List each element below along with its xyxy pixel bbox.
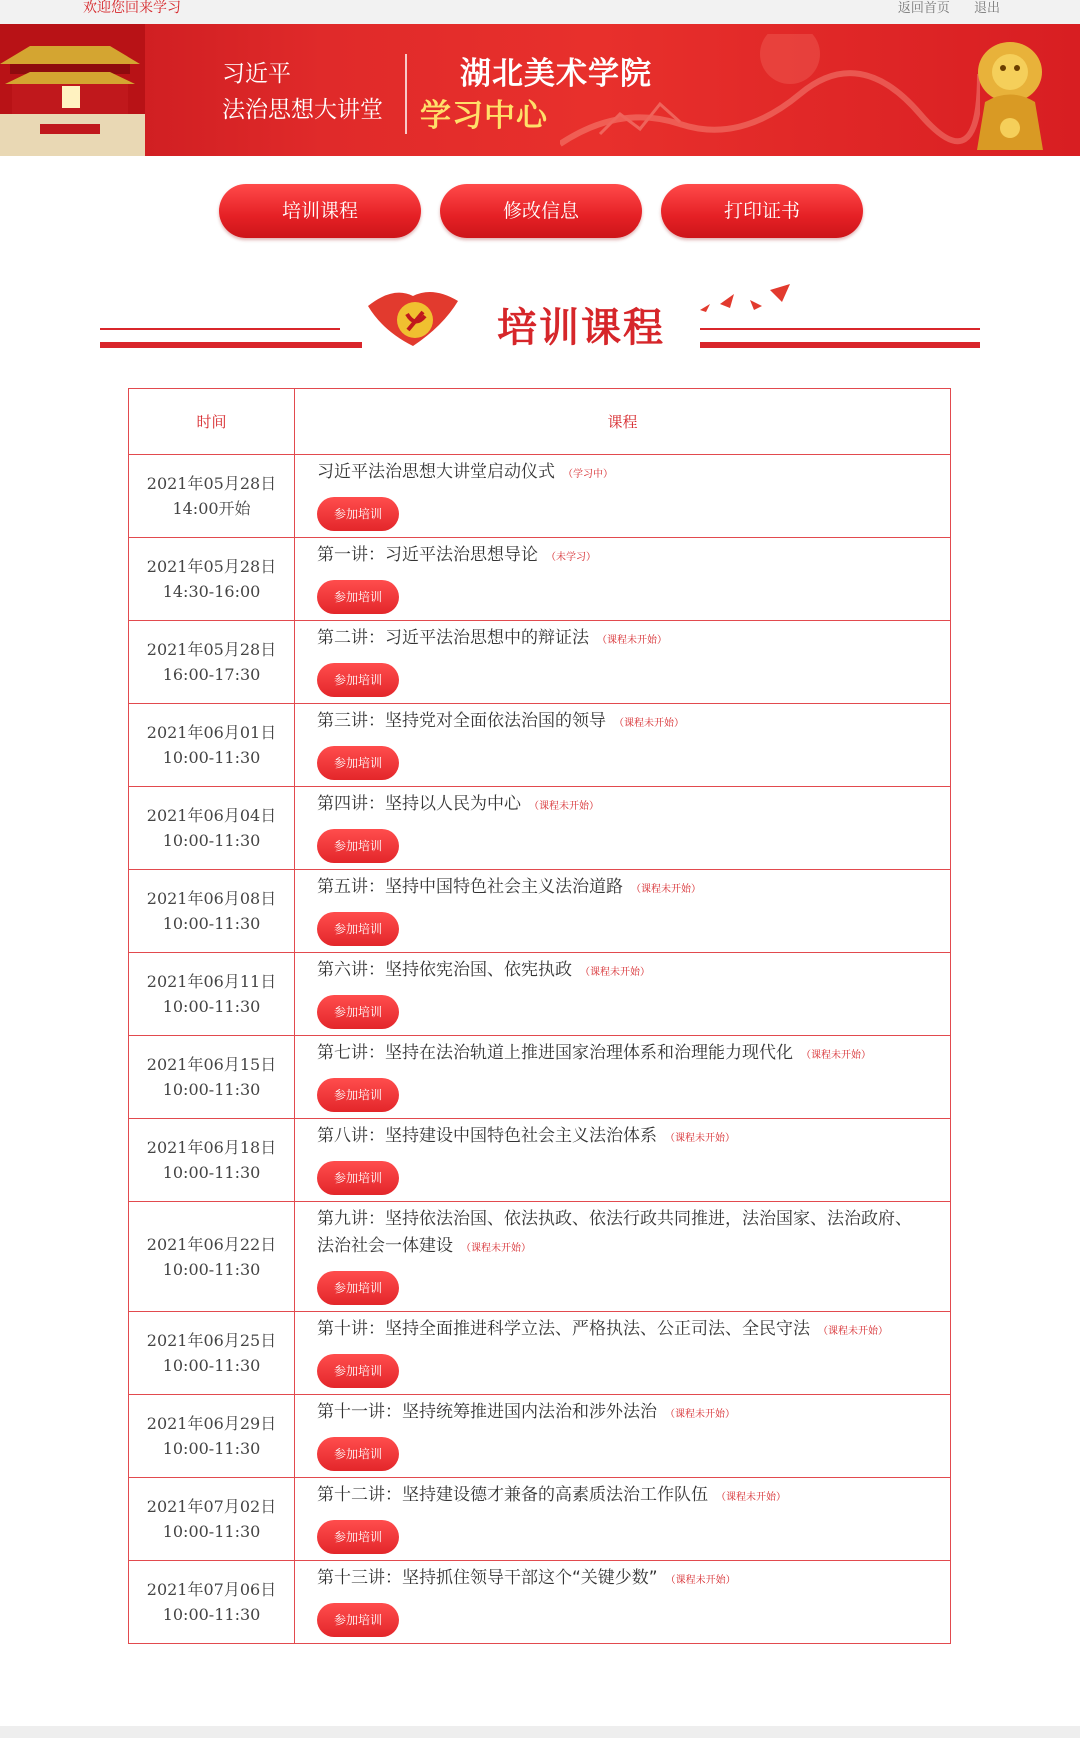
course-title: 第六讲：坚持依宪治国、依宪执政 [317,960,572,980]
join-training-button[interactable]: 参加培训 [317,1603,399,1637]
session-date: 2021年06月08日 [146,889,277,908]
course-cell [295,1202,951,1312]
course-title-line [317,1123,928,1152]
course-status: （课程未开始） [716,1492,786,1503]
table-row [129,870,951,953]
title-rule-right-thick [700,342,980,348]
course-title-line [317,542,928,571]
course-title: 习近平法治思想大讲堂启动仪式 [317,462,555,482]
table-header-row [129,389,951,455]
course-cell [295,1119,951,1202]
course-status: （课程未开始） [614,718,684,729]
lecture-title [222,56,383,128]
session-hours: 10:00-11:30 [162,1356,261,1375]
course-title-line [317,1482,928,1511]
table-row [129,1036,951,1119]
session-hours: 16:00-17:30 [162,665,261,684]
course-cell [295,1395,951,1478]
title-rule-left-thick [100,342,362,348]
course-status: （课程未开始） [818,1326,888,1337]
course-title-line [317,1206,928,1262]
session-date: 2021年07月06日 [146,1580,277,1599]
course-status: （课程未开始） [801,1050,871,1061]
course-status: （课程未开始） [665,1133,735,1144]
main-nav [0,184,1080,238]
course-title: 第十讲：坚持全面推进科学立法、严格执法、公正司法、全民守法 [317,1319,810,1339]
title-rule-left-thin [100,328,340,330]
session-date: 2021年06月01日 [146,723,277,742]
join-training-button[interactable]: 参加培训 [317,1437,399,1471]
table-row [129,1478,951,1561]
session-date: 2021年06月29日 [146,1414,277,1433]
logout-link[interactable]: 退出 [973,1,1000,16]
course-status: （课程未开始） [631,884,701,895]
print-certificate-button[interactable]: 打印证书 [661,184,863,238]
course-table-body [129,455,951,1644]
session-hours: 10:00-11:30 [162,997,261,1016]
session-date: 2021年06月22日 [146,1234,277,1254]
session-date: 2021年06月18日 [146,1138,277,1157]
course-title-line [317,1565,928,1594]
course-cell [295,455,951,538]
course-status: （课程未开始） [597,635,667,646]
course-title: 第三讲：坚持党对全面依法治国的领导 [317,711,606,731]
course-title-line [317,1399,928,1428]
course-title: 第七讲：坚持在法治轨道上推进国家治理体系和治理能力现代化 [317,1043,793,1063]
course-title-line [317,625,928,654]
join-training-button[interactable]: 参加培训 [317,1078,399,1112]
session-hours: 10:00-11:30 [162,1080,261,1099]
session-hours: 10:00-11:30 [162,1163,261,1182]
course-status: （课程未开始） [461,1243,531,1254]
session-hours: 10:00-11:30 [162,1605,261,1624]
session-time-cell [129,1312,295,1395]
course-title-line [317,957,928,986]
table-row [129,1202,951,1312]
session-date: 2021年06月25日 [146,1331,277,1350]
join-training-button[interactable]: 参加培训 [317,1271,399,1305]
tiananmen-illustration [0,24,145,156]
session-date: 2021年06月11日 [146,972,277,991]
session-hours: 14:30-16:00 [162,582,261,601]
school-name: 湖北美术学院 [460,56,652,92]
course-cell [295,1478,951,1561]
join-training-button[interactable]: 参加培训 [317,497,399,531]
course-title: 第十二讲：坚持建设德才兼备的高素质法治工作队伍 [317,1485,708,1505]
session-time-cell [129,787,295,870]
session-hours: 10:00-11:30 [162,1439,261,1458]
course-status: （未学习） [546,552,596,563]
course-cell [295,1036,951,1119]
session-date: 2021年05月28日 [146,474,277,493]
table-row [129,704,951,787]
footer-strip [0,1726,1080,1738]
course-status: （学习中） [563,469,613,480]
top-bar [0,0,1080,24]
table-row [129,1395,951,1478]
course-cell [295,787,951,870]
time-column-header: 时间 [129,389,295,455]
table-row [129,621,951,704]
course-title-line [317,459,928,488]
top-links [878,0,1000,16]
learning-center-title: 学习中心 [420,98,548,134]
table-row [129,787,951,870]
course-status: （课程未开始） [665,1409,735,1420]
course-title-line [317,791,928,820]
session-date: 2021年07月02日 [146,1497,277,1516]
table-row [129,538,951,621]
course-cell [295,538,951,621]
doves-icon [690,280,800,330]
session-date: 2021年05月28日 [146,557,277,576]
course-title: 第十一讲：坚持统筹推进国内法治和涉外法治 [317,1402,657,1422]
session-time-cell [129,1036,295,1119]
course-title-line [317,708,928,737]
session-time-cell [129,870,295,953]
session-time-cell [129,1561,295,1644]
course-title-line [317,1316,928,1345]
table-row [129,455,951,538]
join-training-button[interactable]: 参加培训 [317,1354,399,1388]
course-cell [295,704,951,787]
course-title: 第一讲：习近平法治思想导论 [317,545,538,565]
join-training-button[interactable]: 参加培训 [317,829,399,863]
session-time-cell [129,1478,295,1561]
join-training-button[interactable]: 参加培训 [317,912,399,946]
stone-lion-illustration [955,32,1065,156]
training-courses-button[interactable]: 培训课程 [219,184,421,238]
course-table [128,388,951,1644]
join-training-button[interactable]: 参加培训 [317,746,399,780]
session-time-cell [129,953,295,1036]
section-header [0,270,1080,360]
session-time-cell [129,1395,295,1478]
course-cell [295,953,951,1036]
session-hours: 10:00-11:30 [162,748,261,767]
home-link[interactable]: 返回首页 [897,1,950,16]
course-cell [295,1561,951,1644]
course-title: 第二讲：习近平法治思想中的辩证法 [317,628,589,648]
session-hours: 14:00开始 [172,499,251,518]
course-cell [295,621,951,704]
lecture-title-line2: 法治思想大讲堂 [222,97,383,123]
course-status: （课程未开始） [665,1575,736,1586]
party-emblem-icon [363,286,463,352]
table-row [129,1119,951,1202]
session-date: 2021年06月04日 [146,806,277,825]
join-training-button[interactable]: 参加培训 [317,580,399,614]
session-date: 2021年05月28日 [146,640,277,659]
session-date: 2021年06月15日 [146,1055,277,1074]
course-title: 第十三讲：坚持抓住领导干部这个“关键少数” [317,1568,658,1588]
session-hours: 10:00-11:30 [162,1522,261,1541]
course-title-line [317,1040,928,1069]
session-time-cell [129,621,295,704]
session-hours: 10:00-11:30 [162,1259,261,1279]
banner-divider [405,54,407,134]
header-banner [0,24,1080,156]
edit-info-button[interactable]: 修改信息 [440,184,642,238]
session-hours: 10:00-11:30 [162,914,261,933]
join-training-button[interactable]: 参加培训 [317,995,399,1029]
course-title: 第九讲：坚持依法治国、依法执政、依法行政共同推进，法治国家、法治政府、法治社会一体建设 [317,1209,912,1256]
table-row [129,953,951,1036]
course-status: （课程未开始） [529,801,599,812]
session-time-cell [129,1202,295,1312]
session-hours: 10:00-11:30 [162,831,261,850]
course-title: 第八讲：坚持建设中国特色社会主义法治体系 [317,1126,657,1146]
lecture-title-line1: 习近平 [222,61,291,87]
course-title: 第四讲：坚持以人民为中心 [317,794,521,814]
course-title: 第五讲：坚持中国特色社会主义法治道路 [317,877,623,897]
course-cell [295,1312,951,1395]
course-title-line [317,874,928,903]
section-title: 培训课程 [497,305,665,351]
course-column-header: 课程 [295,389,951,455]
course-cell [295,870,951,953]
course-status: （课程未开始） [580,967,650,978]
session-time-cell [129,704,295,787]
session-time-cell [129,538,295,621]
join-training-button[interactable]: 参加培训 [317,663,399,697]
table-row [129,1561,951,1644]
join-training-button[interactable]: 参加培训 [317,1520,399,1554]
join-training-button[interactable]: 参加培训 [317,1161,399,1195]
table-row [129,1312,951,1395]
session-time-cell [129,1119,295,1202]
welcome-text: 欢迎您回来学习 [83,0,181,16]
session-time-cell [129,455,295,538]
